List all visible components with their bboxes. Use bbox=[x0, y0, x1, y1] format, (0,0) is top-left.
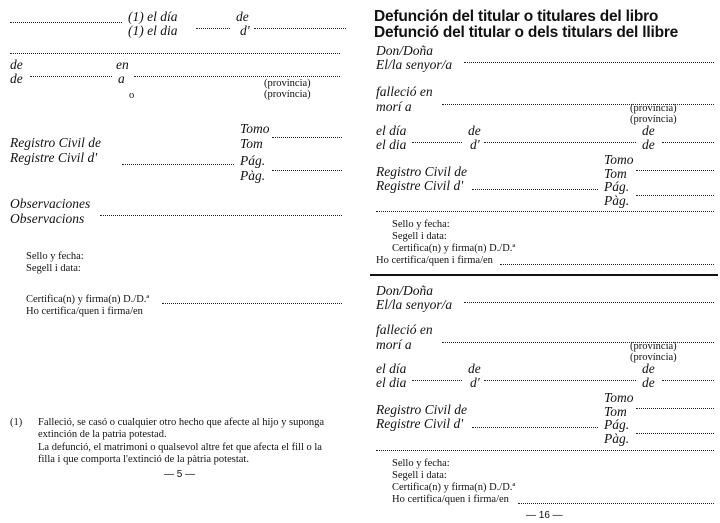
pag-label-ca: Pàg. bbox=[604, 193, 630, 208]
year-prep: de bbox=[10, 57, 23, 72]
day-field[interactable] bbox=[412, 142, 462, 143]
certifica-label-ca: Ho certifica/quen i firma/en bbox=[392, 494, 509, 505]
province-label-ca: (província) bbox=[264, 89, 311, 100]
month-prep: de bbox=[468, 361, 481, 376]
observaciones-label: Observaciones bbox=[10, 196, 91, 211]
month-field[interactable] bbox=[484, 142, 636, 143]
tomo-field[interactable] bbox=[636, 170, 714, 171]
place-field[interactable] bbox=[134, 76, 340, 77]
tomo-label: Tomo bbox=[604, 390, 634, 405]
or-label: o bbox=[129, 90, 135, 101]
registro-label-ca: Registre Civil d' bbox=[10, 150, 98, 165]
footnote-ca-2: filla i que comporta l'extinció de la pàtria potestat. bbox=[38, 454, 249, 465]
province-label: (provincia) bbox=[264, 78, 311, 89]
certifica-label: Certifica(n) y firma(n) D./D.ª bbox=[392, 243, 516, 254]
fallecio-label: falleció en bbox=[376, 322, 433, 337]
tom-label: Tom bbox=[240, 136, 263, 151]
pre-year-field[interactable] bbox=[10, 53, 340, 54]
day-field[interactable] bbox=[412, 380, 462, 381]
month-prep-ca: d' bbox=[470, 375, 480, 390]
year-prep-ca: de bbox=[642, 375, 655, 390]
footnote-day-label-ca: (1) el dia bbox=[128, 23, 178, 38]
day-label: el día bbox=[376, 361, 407, 376]
month-prep: de bbox=[468, 123, 481, 138]
day-label: el día bbox=[376, 123, 407, 138]
observaciones-label-ca: Observacions bbox=[10, 211, 85, 226]
certifica-field[interactable] bbox=[500, 264, 714, 265]
footnote-ca-1: La defunció, el matrimoni o qualsevol altre fet que afecta el fill o la bbox=[38, 442, 322, 453]
don-label: Don/Doña bbox=[376, 43, 433, 58]
tomo-field[interactable] bbox=[636, 408, 714, 409]
certifica-label-ca: Ho certifica/quen i firma/en bbox=[376, 255, 493, 266]
pag-field[interactable] bbox=[272, 170, 342, 171]
tomo-label: Tomo bbox=[604, 152, 634, 167]
certifica-label: Certifica(n) y firma(n) D./D.ª bbox=[26, 294, 150, 305]
footnote-es-1: Falleció, se casó o cualquier otro hecho que afecte al hijo y suponga bbox=[38, 417, 325, 428]
page-number-left: — 5 — bbox=[164, 469, 196, 480]
registro-field[interactable] bbox=[122, 164, 234, 165]
registro-field[interactable] bbox=[472, 427, 598, 428]
certifica-field[interactable] bbox=[518, 503, 714, 504]
sello-field[interactable] bbox=[376, 211, 714, 212]
block-divider bbox=[370, 274, 718, 276]
sello-field[interactable] bbox=[376, 450, 714, 451]
registro-field[interactable] bbox=[472, 189, 598, 190]
sello-label: Sello y fecha: bbox=[392, 458, 450, 469]
pag-label-ca: Pàg. bbox=[604, 431, 630, 446]
pag-label: Pág. bbox=[604, 417, 630, 432]
month-field[interactable] bbox=[254, 28, 346, 29]
sello-label: Sello y fecha: bbox=[392, 219, 450, 230]
pag-label: Pág. bbox=[240, 153, 266, 168]
province-label: (provincia) bbox=[630, 341, 677, 352]
place-prep-ca: a bbox=[118, 71, 125, 86]
year-prep: de bbox=[642, 123, 655, 138]
tomo-field[interactable] bbox=[272, 137, 342, 138]
month-prep-ca: d' bbox=[470, 137, 480, 152]
year-field[interactable] bbox=[662, 142, 714, 143]
registro-label: Registro Civil de bbox=[10, 135, 101, 150]
tom-label: Tom bbox=[604, 166, 627, 181]
page-number-right: — 16 — bbox=[526, 510, 563, 521]
tom-label: Tom bbox=[604, 404, 627, 419]
pag-field[interactable] bbox=[636, 195, 714, 196]
day-field[interactable] bbox=[196, 28, 230, 29]
day-label-ca: el dia bbox=[376, 375, 407, 390]
don-label-ca: El/la senyor/a bbox=[376, 297, 453, 312]
fallecio-label-ca: morí a bbox=[376, 337, 412, 352]
year-field[interactable] bbox=[30, 76, 112, 77]
pag-label: Pág. bbox=[604, 179, 630, 194]
month-prep-ca: d' bbox=[240, 23, 250, 38]
year-prep-ca: de bbox=[10, 71, 23, 86]
year-field[interactable] bbox=[662, 380, 714, 381]
registro-label-ca: Registre Civil d' bbox=[376, 178, 464, 193]
sello-label-ca: Segell i data: bbox=[392, 470, 447, 481]
pag-label-ca: Pàg. bbox=[240, 168, 266, 183]
day-label-ca: el dia bbox=[376, 137, 407, 152]
pag-field[interactable] bbox=[636, 433, 714, 434]
footnote-day-label: (1) el día bbox=[128, 9, 178, 24]
footnote-es-2: extinción de la patria potestad. bbox=[38, 429, 167, 440]
year-prep: de bbox=[642, 361, 655, 376]
fallecio-label-ca: morí a bbox=[376, 99, 412, 114]
don-label: Don/Doña bbox=[376, 283, 433, 298]
certifica-label: Certifica(n) y firma(n) D./D.ª bbox=[392, 482, 516, 493]
tomo-label: Tomo bbox=[240, 121, 270, 136]
section-title-ca: Defunció del titular o dels titulars del llibre bbox=[374, 24, 679, 41]
name-field[interactable] bbox=[464, 302, 714, 303]
sello-label: Sello y fecha: bbox=[26, 251, 84, 262]
province-label-ca: (província) bbox=[630, 114, 677, 125]
don-label-ca: El/la senyor/a bbox=[376, 57, 453, 72]
footnote-number: (1) bbox=[10, 417, 23, 428]
date-prefix-field[interactable] bbox=[10, 22, 122, 23]
certifica-label-ca: Ho certifica/quen i firma/en bbox=[26, 306, 143, 317]
registro-label-ca: Registre Civil d' bbox=[376, 416, 464, 431]
month-field[interactable] bbox=[484, 380, 636, 381]
certifica-field[interactable] bbox=[162, 303, 342, 304]
province-label: (provincia) bbox=[630, 103, 677, 114]
month-prep: de bbox=[236, 9, 249, 24]
province-label-ca: (província) bbox=[630, 352, 677, 363]
sello-label-ca: Segell i data: bbox=[392, 231, 447, 242]
registro-label: Registro Civil de bbox=[376, 164, 467, 179]
name-field[interactable] bbox=[464, 62, 714, 63]
fallecio-label: falleció en bbox=[376, 84, 433, 99]
sello-label-ca: Segell i data: bbox=[26, 263, 81, 274]
section-title: Defunción del titular o titulares del libro bbox=[374, 8, 659, 25]
year-prep-ca: de bbox=[642, 137, 655, 152]
registro-label: Registro Civil de bbox=[376, 402, 467, 417]
observaciones-field[interactable] bbox=[100, 215, 342, 216]
place-prep: en bbox=[116, 57, 129, 72]
